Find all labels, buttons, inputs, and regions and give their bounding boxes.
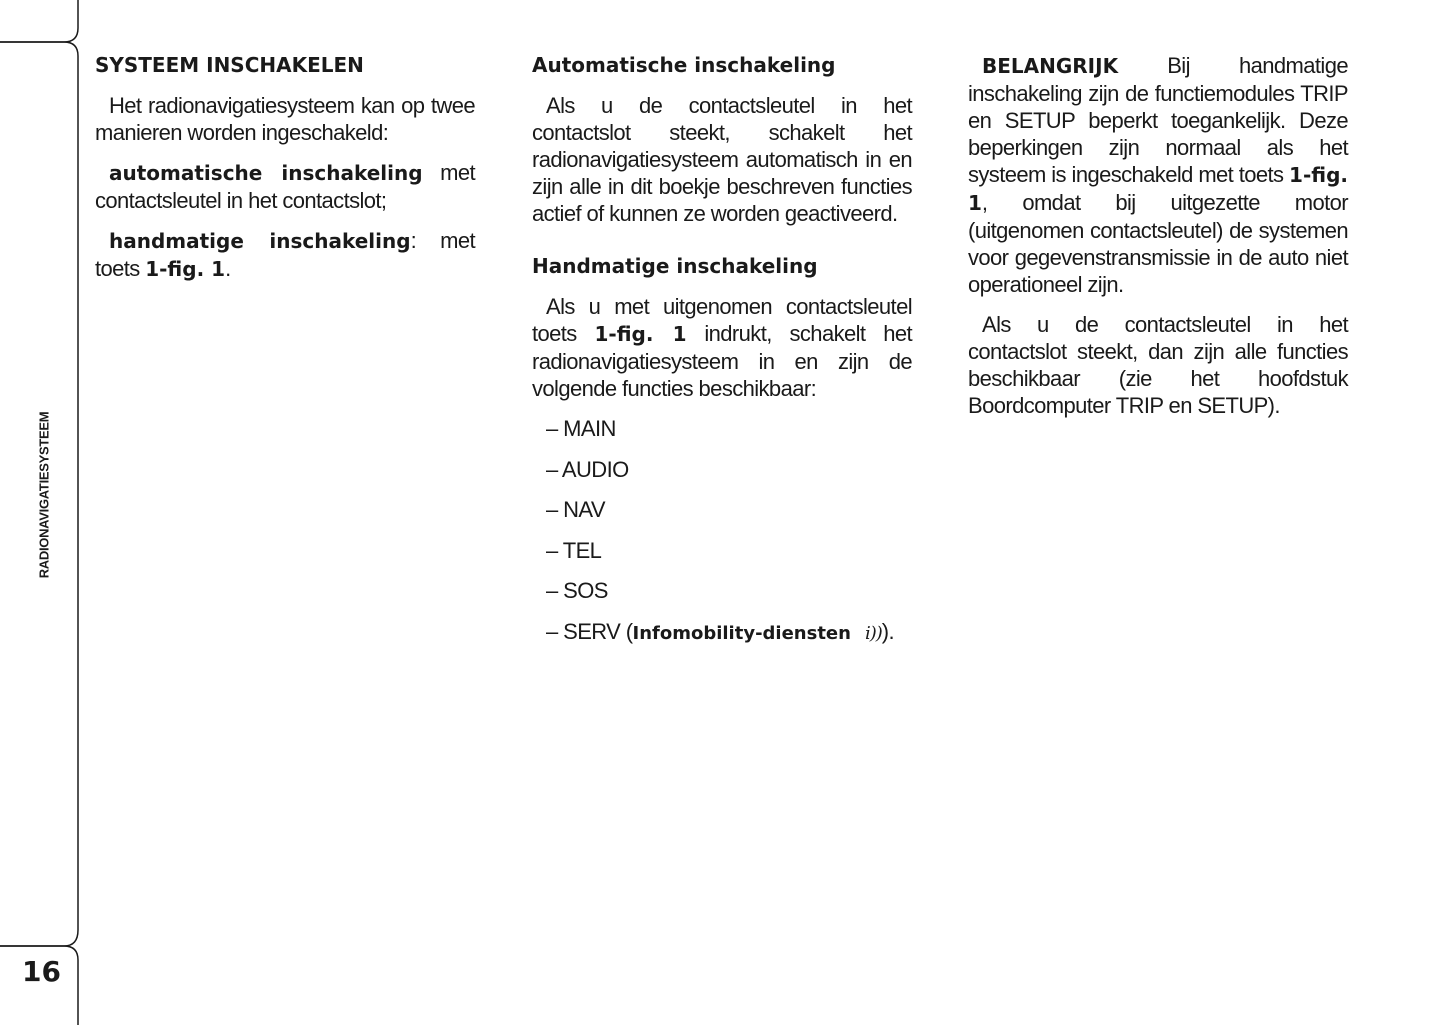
list-item: – MAIN — [546, 416, 616, 441]
important-ref: 1-fig. 1 — [968, 163, 1348, 215]
page-number: 16 — [22, 955, 61, 988]
important-text-1: Bij handmatige inschakeling zijn de functiemodules TRIP en SETUP beperkt toegankelijk. Deze beperkingen zijn normaal als het systeem is ingeschakeld met toets — [968, 53, 1348, 187]
list-item: – TEL — [546, 537, 602, 563]
manual-ref: 1-fig. 1 — [145, 257, 226, 281]
list-item-serv: – SERV (Infomobility-diensten i))). — [546, 618, 895, 644]
auto-paragraph — [95, 159, 475, 214]
manual-text: : met toets — [95, 228, 475, 281]
heading-systeem-inschakelen: SYSTEEM INSCHAKELEN — [95, 53, 364, 77]
function-list — [532, 415, 912, 647]
important-label: BELANGRIJK — [982, 54, 1119, 78]
manual-text-1: Als u met uitgenomen contactsleutel toets — [532, 294, 912, 346]
handmatige-paragraph — [532, 293, 912, 402]
manual-end: . — [225, 256, 231, 281]
manual-paragraph — [95, 227, 475, 283]
info-mobility-icon: i)) — [864, 622, 882, 644]
manual-ref: 1-fig. 1 — [594, 322, 687, 346]
important-text-2: , omdat bij uitgezette motor (uitgenomen contactsleutel) de systemen voor gegevenstransmissie in de auto niet operationeel zijn. — [968, 190, 1348, 297]
list-item: – AUDIO — [546, 456, 629, 482]
auto-bold: automatische inschakeling — [109, 161, 423, 185]
section-title: RADIONAVIGATIESYSTEEM — [36, 411, 52, 579]
manual-bold: handmatige inschakeling — [109, 229, 411, 253]
column-3 — [968, 52, 1348, 432]
serv-bold: Infomobility-diensten — [632, 622, 851, 644]
column-2 — [532, 52, 912, 660]
list-item: – NAV — [546, 497, 605, 522]
automatische-paragraph: Als u de contactsleutel in het contactslot steekt, schakelt het radionavigatiesysteem automatisch in en zijn alle in dit boekje beschreven functies actief of kunnen ze worden geactiveerd. — [532, 93, 912, 226]
manual-text-2: indrukt, schakelt het radionavigatiesysteem in en zijn de volgende functies beschikbaar: — [532, 321, 912, 401]
important-paragraph — [968, 52, 1348, 298]
intro-paragraph: Het radionavigatiesysteem kan op twee manieren worden ingeschakeld: — [95, 93, 475, 145]
heading-handmatige: Handmatige inschakeling — [532, 254, 818, 278]
contactsleutel-paragraph: Als u de contactsleutel in het contactslot steekt, dan zijn alle functies beschikbaar (zie het hoofdstuk Boordcomputer TRIP en SETUP). — [968, 312, 1348, 418]
heading-automatische: Automatische inschakeling — [532, 53, 836, 77]
column-1 — [95, 52, 475, 296]
list-item: – SOS — [546, 578, 608, 603]
auto-text: met contactsleutel in het contactslot; — [95, 160, 476, 213]
